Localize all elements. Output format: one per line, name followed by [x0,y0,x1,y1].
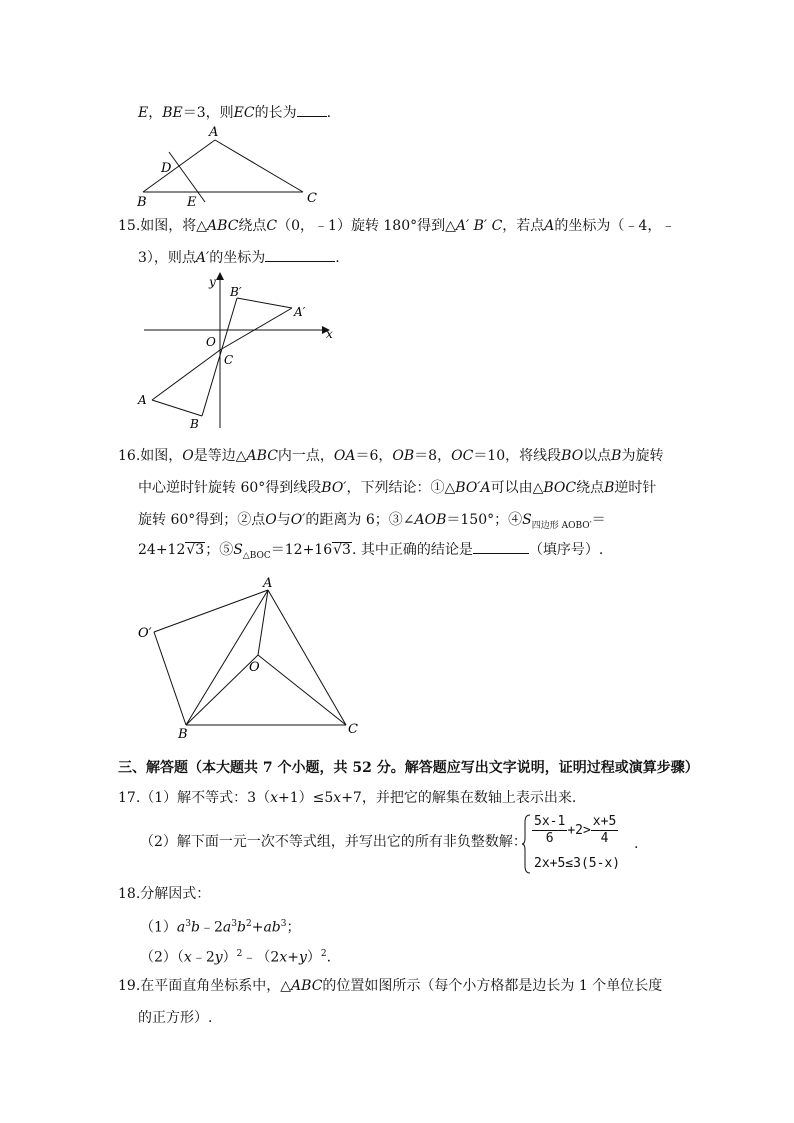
var-a: a [176,919,186,936]
inequality-row-2: 2x+5≤3(5-x) [534,856,621,871]
text-BOpA: BO′A [455,480,491,496]
label-C: C [348,722,358,737]
fraction-2 [591,814,618,847]
var-b: b [237,919,246,936]
text-BE: BE [162,105,183,121]
label-Bp: B′ [230,285,242,299]
text: 与 [276,512,291,528]
q15-coordinate-figure [132,268,342,438]
text: 分解因式： [140,886,211,902]
text-S: S [522,512,532,528]
text-Ap: A′ [195,250,210,266]
section-3-title: 三、解答题（本大题共 7 个小题，共 52 分。解答题应写出文字说明，证明过程或演算步骤） [118,760,699,776]
text-AOB: AOB [414,512,447,528]
left-brace-icon [522,814,532,874]
var-x: x [183,949,192,966]
sqrt-3-b: √3 [333,542,351,558]
text: 逆时针 [614,480,657,496]
q17-end-period: . [634,836,639,852]
subscript-triangle: △BOC [242,550,271,561]
label-C: C [307,191,317,206]
text: 内一点， [277,448,334,464]
label-D: D [161,161,172,176]
text: ﹣2 [199,919,223,936]
q16-line-2 [138,478,656,498]
text: ﹣2 [191,949,215,966]
text-EC: EC [233,105,255,121]
q18-part-1 [140,914,300,938]
text-OB: OB [392,448,415,464]
segment-AC [152,350,220,400]
text: 以点 [583,448,612,464]
label-A: A [263,576,273,591]
var-b: b [191,919,200,936]
text: + [287,949,299,966]
text-ApBpC: A′ B′ C [455,218,503,234]
fraction-1-numerator: 5x-1 [534,814,566,829]
q19-line-2: 的正方形）. [138,1010,213,1026]
fraction-2-numerator: x+5 [592,814,617,829]
subscript-quadrilateral: 四边形 AOBO′ [531,520,592,531]
text: 在平面直角坐标系中，△ [140,978,292,994]
text: 的距离为 6；③∠ [305,512,415,528]
q15-line-2 [138,248,340,268]
text: 3），则点 [138,250,196,266]
text: ＝6， [355,448,393,464]
text: ） [306,949,321,966]
text: 的位置如图所示（每个小方格都是边长为 1 个单位长度 [322,978,663,994]
text: 旋转 60°得到；②点 [138,512,266,528]
exponent: 2 [320,949,327,959]
text: 中心逆时针旋转 60°得到线段 [138,480,322,496]
text-BOC: BOC [543,480,577,496]
label-B: B [178,727,188,742]
text: ＝150°；④ [446,512,523,528]
text-OA: OA [333,448,356,464]
text: （0，﹣1）旋转 180°得到△ [277,218,456,234]
label-B: B [190,417,199,431]
exponent: 3 [231,919,237,929]
text: ） [222,949,237,966]
text-B: B [604,480,615,496]
label-O: O [206,335,216,349]
label-Op: O′ [138,626,152,641]
text-S: S [233,542,243,558]
exponent: 2 [236,949,243,959]
text-ABC: ABC [246,448,278,464]
var-a: a [222,919,232,936]
q16-line-3 [138,510,606,536]
text: （填序号）. [528,542,604,558]
text-E: E [138,105,149,121]
text: 的长为 [254,105,297,121]
exponent: 2 [245,919,252,929]
text-ABC: ABC [207,218,239,234]
text: ＝10，将线段 [473,448,562,464]
text: ＝12+16 [270,542,333,558]
segment-AO [258,590,268,655]
answer-blank-14[interactable] [297,104,327,117]
fraction-2-denominator: 4 [600,831,609,846]
q16-line-1 [118,446,663,466]
text: 为旋转 [621,448,664,464]
var-x: x [279,949,288,966]
label-B: B [137,195,147,210]
text-C: C [266,218,278,234]
radicand: 3 [342,542,351,558]
text: ， [148,105,163,121]
var-y: y [214,949,223,966]
text: 的坐标为 [209,250,266,266]
fraction-1-denominator: 6 [545,831,554,846]
answer-blank-16[interactable] [473,541,529,554]
label-x: x [326,327,333,341]
text: ；⑤ [205,542,234,558]
var-x: x [333,790,342,806]
text-BO: BO [561,448,584,464]
label-E: E [187,195,197,210]
text: + [251,919,264,936]
label-Ap: A′ [294,305,306,319]
var-x: x [270,790,278,806]
text: ＝8， [414,448,452,464]
q19-line-1 [118,976,662,996]
q18-part-2 [140,944,331,968]
exponent: 3 [185,919,192,929]
text: 可以由△ [490,480,544,496]
text: 绕点 [238,218,267,234]
question-number: 19. [118,978,141,994]
fraction-1 [532,814,567,847]
radicand: 3 [195,542,205,558]
text: +2 [567,823,583,838]
label-O: O [249,660,260,675]
text: . [326,949,332,966]
question-number: 16. [118,448,141,464]
text: ； [286,919,301,936]
text: （1） [140,919,177,936]
y-axis-arrow-icon [216,272,224,280]
text-OC: OC [451,448,474,464]
var-ab: ab [263,919,281,936]
q18-title [118,884,210,904]
text: +7，并把它的解集在数轴上表示出来. [341,790,577,806]
segment-OpB [154,632,186,725]
answer-blank-15[interactable] [265,249,335,262]
segment-BpAp [237,298,292,308]
label-y: y [209,275,216,289]
text-B: B [611,448,622,464]
q16-line-4 [138,540,603,566]
segment-AOp [154,590,268,632]
text: ＝3，则 [182,105,234,121]
text-A: A [544,218,555,234]
text-O: O [265,512,277,528]
text: 如图， [140,448,183,464]
text: 如图，将△ [140,218,208,234]
segment-ApC [220,308,292,350]
exponent: 3 [280,919,287,929]
text: 是等边△ [193,448,247,464]
text: ，若点 [502,218,545,234]
label-C: C [224,353,234,367]
q16-figure [130,575,370,745]
question-number: 15. [118,218,141,234]
text: ﹣（2 [242,949,280,966]
text: ，下列结论：①△ [346,480,456,496]
label-A: A [138,393,147,407]
text: （1）解不等式：3（ [140,790,271,806]
segment-AC [268,590,346,725]
segment-AC [215,140,303,192]
text-O: O [182,448,194,464]
text-ABC: ABC [291,978,323,994]
q14-figure [135,122,335,212]
text-Op: O′ [290,512,306,528]
text: . [335,250,340,266]
q14-continuation [138,103,331,123]
text-BOp: BO′ [321,480,347,496]
question-number: 17. [118,790,141,806]
text: ＝ [591,512,606,528]
text: . [326,105,332,121]
inequality-system [522,814,642,874]
label-A: A [209,125,219,140]
text: 的坐标为（﹣4，﹣ [554,218,676,234]
text: 绕点 [576,480,605,496]
text: +1）≤5 [278,790,334,806]
sqrt-3-a: √3 [186,542,205,558]
segment-AB [152,400,202,416]
inequality-row-1 [532,814,618,847]
text: （2）（ [140,949,184,966]
q17-part-2-text: （2）解下面一元一次不等式组，并写出它的所有非负整数解： [140,834,527,850]
segment-OC [258,655,346,725]
q15-line-1 [118,216,675,236]
text: 24+12 [138,542,186,558]
text: > [582,823,591,838]
question-number: 18. [118,886,141,902]
var-y: y [298,949,307,966]
q17-part-1 [118,788,576,808]
text: . 其中正确的结论是 [351,542,473,558]
